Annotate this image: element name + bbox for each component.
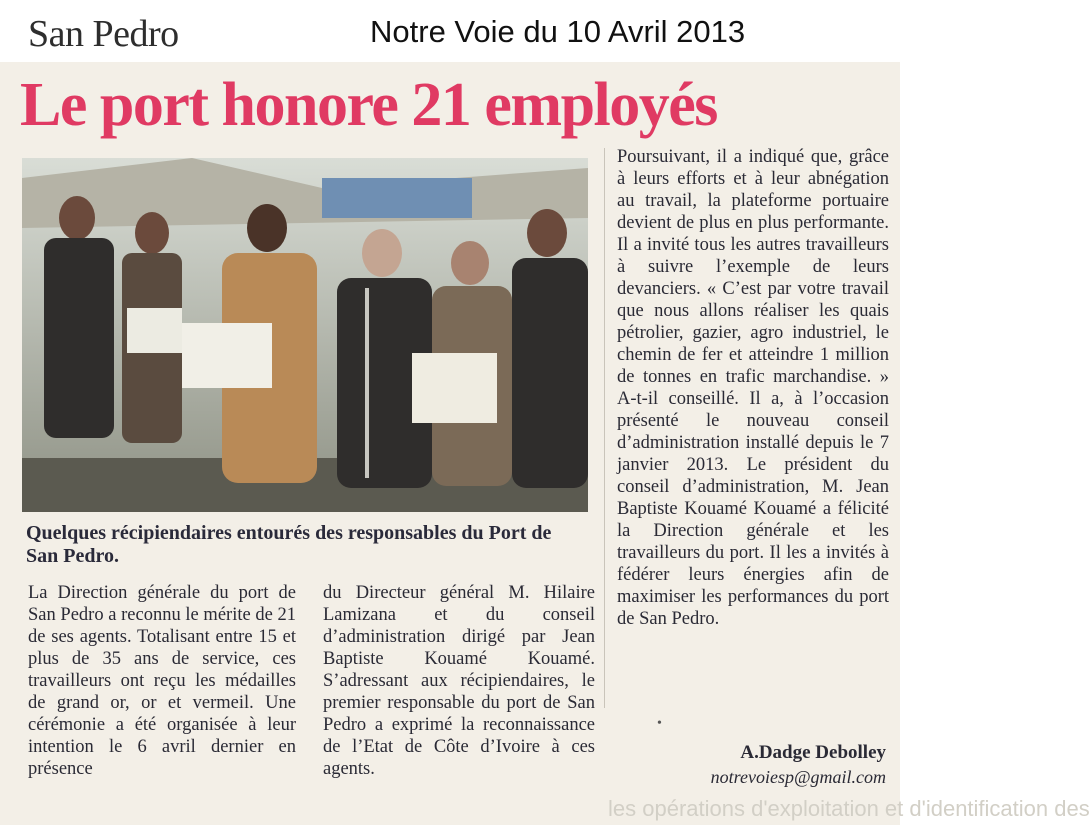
bleed-through-text: les opérations d'exploitation et d'identification des <box>608 796 1090 821</box>
article-photo <box>22 158 588 512</box>
article-column-1: La Direction générale du port de San Pedro a reconnu le mérite de 21 de ses agents. Totalisant entre 15 et plus de 35 ans de service, ces travailleurs ont reçu les médailles de grand or, or et vermeil. Une cérémonie a été organisée à leur intention le 6 avril dernier en présence <box>28 583 296 779</box>
photo-caption: Quelques récipiendaires entourés des responsables du Port de San Pedro. <box>26 522 552 567</box>
headline: Le port honore 21 employés <box>20 71 717 139</box>
author-name: A.Dadge Debolley <box>740 742 886 763</box>
article-column-2: du Directeur général M. Hilaire Lamizana et du conseil d’administration dirigé par Jean Baptiste Kouamé Kouamé. S’adressant aux récipiendaires, le premier responsable du port de San Pedro a exprimé la reconnaissance de l’Etat de Côte d’Ivoire à ces agents. <box>323 583 595 779</box>
separator-dot: • <box>657 716 662 731</box>
column-divider <box>604 148 605 708</box>
photo-icon <box>22 158 588 512</box>
section-label: San Pedro <box>28 13 179 55</box>
author-email: notrevoiesp@gmail.com <box>710 767 886 787</box>
source-date: Notre Voie du 10 Avril 2013 <box>370 14 746 49</box>
byline <box>711 742 886 788</box>
article-column-3: Poursuivant, il a indiqué que, grâce à leurs efforts et à leur abnégation au travail, la plateforme portuaire devient de plus en plus performante. Il a invité tous les autres travailleurs à suivre l’exemple de leurs devanciers. « C’est par votre travail que nous allons réaliser les quais pétrolier, gazier, agro industriel, le chemin de fer et atteindre 1 million de tonnes en trafic marchandise. » A-t-il conseillé. Il a, à l’occasion présenté le nouveau conseil d’administration installé depuis le 7 janvier 2013. Le président du conseil d’administration, M. Jean Baptiste Kouamé Kouamé a félicité la Direction générale et les travailleurs du port. Il les a invités à fédérer leurs énergies afin de maximiser les performances du port de San Pedro. <box>617 147 889 629</box>
